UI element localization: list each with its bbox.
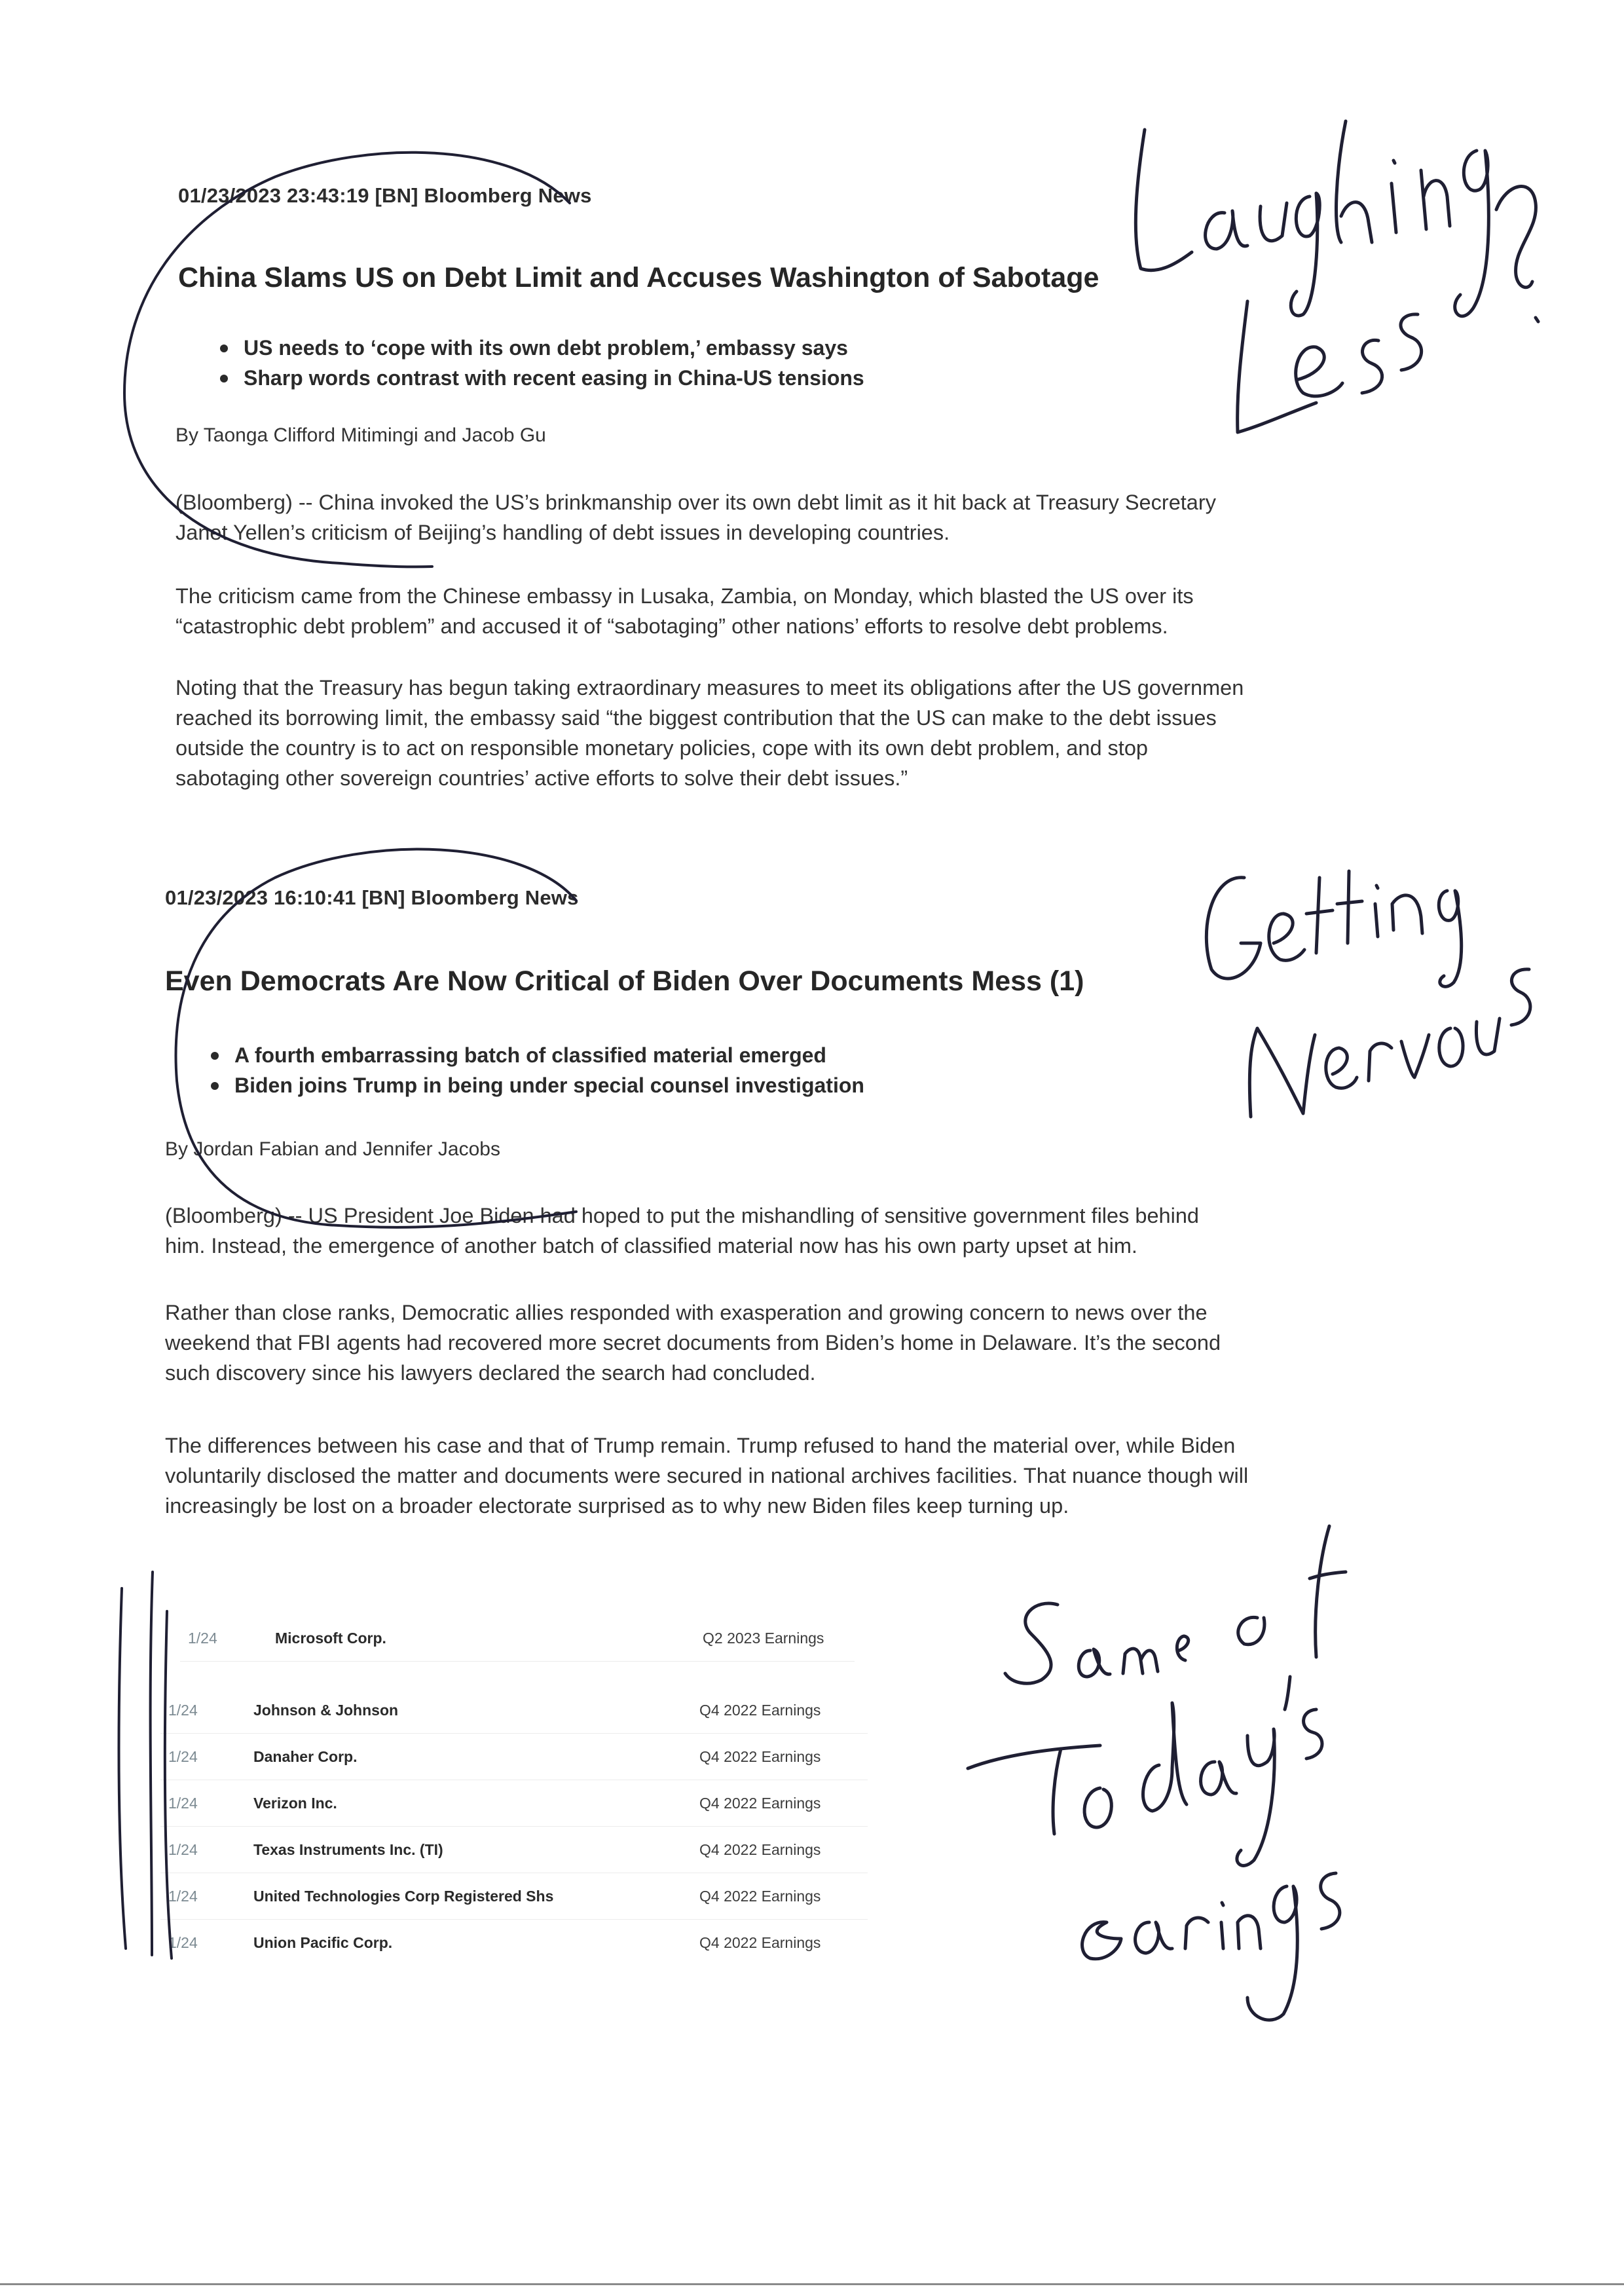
article2-bullet: A fourth embarrassing batch of classified material emerged: [206, 1040, 864, 1070]
text-line: “catastrophic debt problem” and accused it of “sabotaging” other nations’ efforts to resolve debt problems.: [175, 614, 1168, 638]
article2-bullets: [206, 1040, 864, 1100]
table-row: [180, 1615, 855, 1662]
earnings-date: 1/24: [168, 1934, 198, 1951]
text-line: (Bloomberg) -- China invoked the US’s brinkmanship over its own debt limit as it hit back at Treasury Secretary: [175, 491, 1216, 514]
text-line: reached its borrowing limit, the embassy said “the biggest contribution that the US can make to the debt issues: [175, 706, 1217, 730]
text-line: voluntarily disclosed the matter and documents were secured in national archives facilities. That nuance though will: [165, 1464, 1249, 1487]
earnings-company: Union Pacific Corp.: [253, 1934, 393, 1951]
table-row: [160, 1734, 868, 1780]
earnings-event: Q4 2022 Earnings: [699, 1795, 821, 1812]
table-row: [160, 1780, 868, 1827]
earnings-company: United Technologies Corp Registered Shs: [253, 1888, 554, 1905]
earnings-event: Q2 2023 Earnings: [703, 1630, 824, 1647]
article1-dateline: 01/23/2023 23:43:19 [BN] Bloomberg News: [178, 184, 592, 207]
table-row: [160, 1873, 868, 1920]
table-row: [160, 1827, 868, 1873]
earnings-event: Q4 2022 Earnings: [699, 1702, 821, 1719]
article1-paragraph: [175, 581, 1194, 641]
text-line: weekend that FBI agents had recovered more secret documents from Biden’s home in Delaware. It’s the second: [165, 1331, 1221, 1354]
earnings-date: 1/24: [168, 1795, 198, 1812]
handwritten-note-getting-nervous: [1206, 871, 1530, 1117]
text-line: increasingly be lost on a broader electorate surprised as to why new Biden files keep turning up.: [165, 1494, 1069, 1518]
earnings-event: Q4 2022 Earnings: [699, 1748, 821, 1765]
text-line: him. Instead, the emergence of another batch of classified material now has his own party upset at him.: [165, 1234, 1137, 1258]
article2-dateline: 01/23/2023 16:10:41 [BN] Bloomberg News: [165, 886, 579, 909]
text-line: outside the country is to act on responsible monetary policies, cope with its own debt problem, and stop: [175, 736, 1148, 760]
article2-paragraph: [165, 1297, 1221, 1388]
earnings-company: Johnson & Johnson: [253, 1702, 399, 1719]
article2-paragraph: [165, 1430, 1248, 1521]
article1-headline: China Slams US on Debt Limit and Accuses Washington of Sabotage: [178, 262, 1099, 293]
text-line: Noting that the Treasury has begun taking extraordinary measures to meet its obligations after the US governmen: [175, 676, 1244, 700]
earnings-event: Q4 2022 Earnings: [699, 1934, 821, 1951]
handwritten-note-todays-earnings: [968, 1526, 1346, 2020]
table-row: [160, 1920, 868, 1966]
text-line: Janet Yellen’s criticism of Beijing’s handling of debt issues in developing countries.: [175, 521, 950, 544]
text-line: Rather than close ranks, Democratic allies responded with exasperation and growing concern to news over the: [165, 1301, 1208, 1324]
table-row: [160, 1687, 868, 1734]
text-line: The criticism came from the Chinese embassy in Lusaka, Zambia, on Monday, which blasted the US over its: [175, 584, 1194, 608]
earnings-company: Microsoft Corp.: [275, 1630, 386, 1647]
article2-paragraph: [165, 1201, 1199, 1261]
article2-bullet: Biden joins Trump in being under special counsel investigation: [206, 1070, 864, 1100]
earnings-date: 1/24: [188, 1630, 217, 1647]
text-line: such discovery since his lawyers declared the search had concluded.: [165, 1361, 816, 1385]
article1-bullet: Sharp words contrast with recent easing in China-US tensions: [215, 363, 864, 393]
text-line: (Bloomberg) -- US President Joe Biden had hoped to put the mishandling of sensitive government files behind: [165, 1204, 1199, 1227]
article1-paragraph: [175, 487, 1216, 548]
earnings-date: 1/24: [168, 1841, 198, 1858]
text-line: sabotaging other sovereign countries’ active efforts to solve their debt issues.”: [175, 766, 908, 790]
article1-byline: By Taonga Clifford Mitimingi and Jacob Gu: [175, 424, 546, 446]
earnings-event: Q4 2022 Earnings: [699, 1888, 821, 1905]
text-line: The differences between his case and that of Trump remain. Trump refused to hand the material over, while Biden: [165, 1434, 1236, 1457]
article1-bullets: [215, 333, 864, 393]
article1-bullet: US needs to ‘cope with its own debt problem,’ embassy says: [215, 333, 864, 363]
article2-byline: By Jordan Fabian and Jennifer Jacobs: [165, 1138, 500, 1160]
earnings-company: Texas Instruments Inc. (TI): [253, 1841, 443, 1858]
article1-paragraph: [175, 673, 1244, 793]
earnings-company: Verizon Inc.: [253, 1795, 337, 1812]
earnings-date: 1/24: [168, 1702, 198, 1719]
article2-headline: Even Democrats Are Now Critical of Biden Over Documents Mess (1): [165, 965, 1084, 997]
earnings-date: 1/24: [168, 1888, 198, 1905]
handwritten-note-laughing-less: [1135, 121, 1538, 432]
earnings-event: Q4 2022 Earnings: [699, 1841, 821, 1858]
earnings-company: Danaher Corp.: [253, 1748, 358, 1765]
scan-edge-line: [0, 2283, 1624, 2285]
earnings-date: 1/24: [168, 1748, 198, 1765]
